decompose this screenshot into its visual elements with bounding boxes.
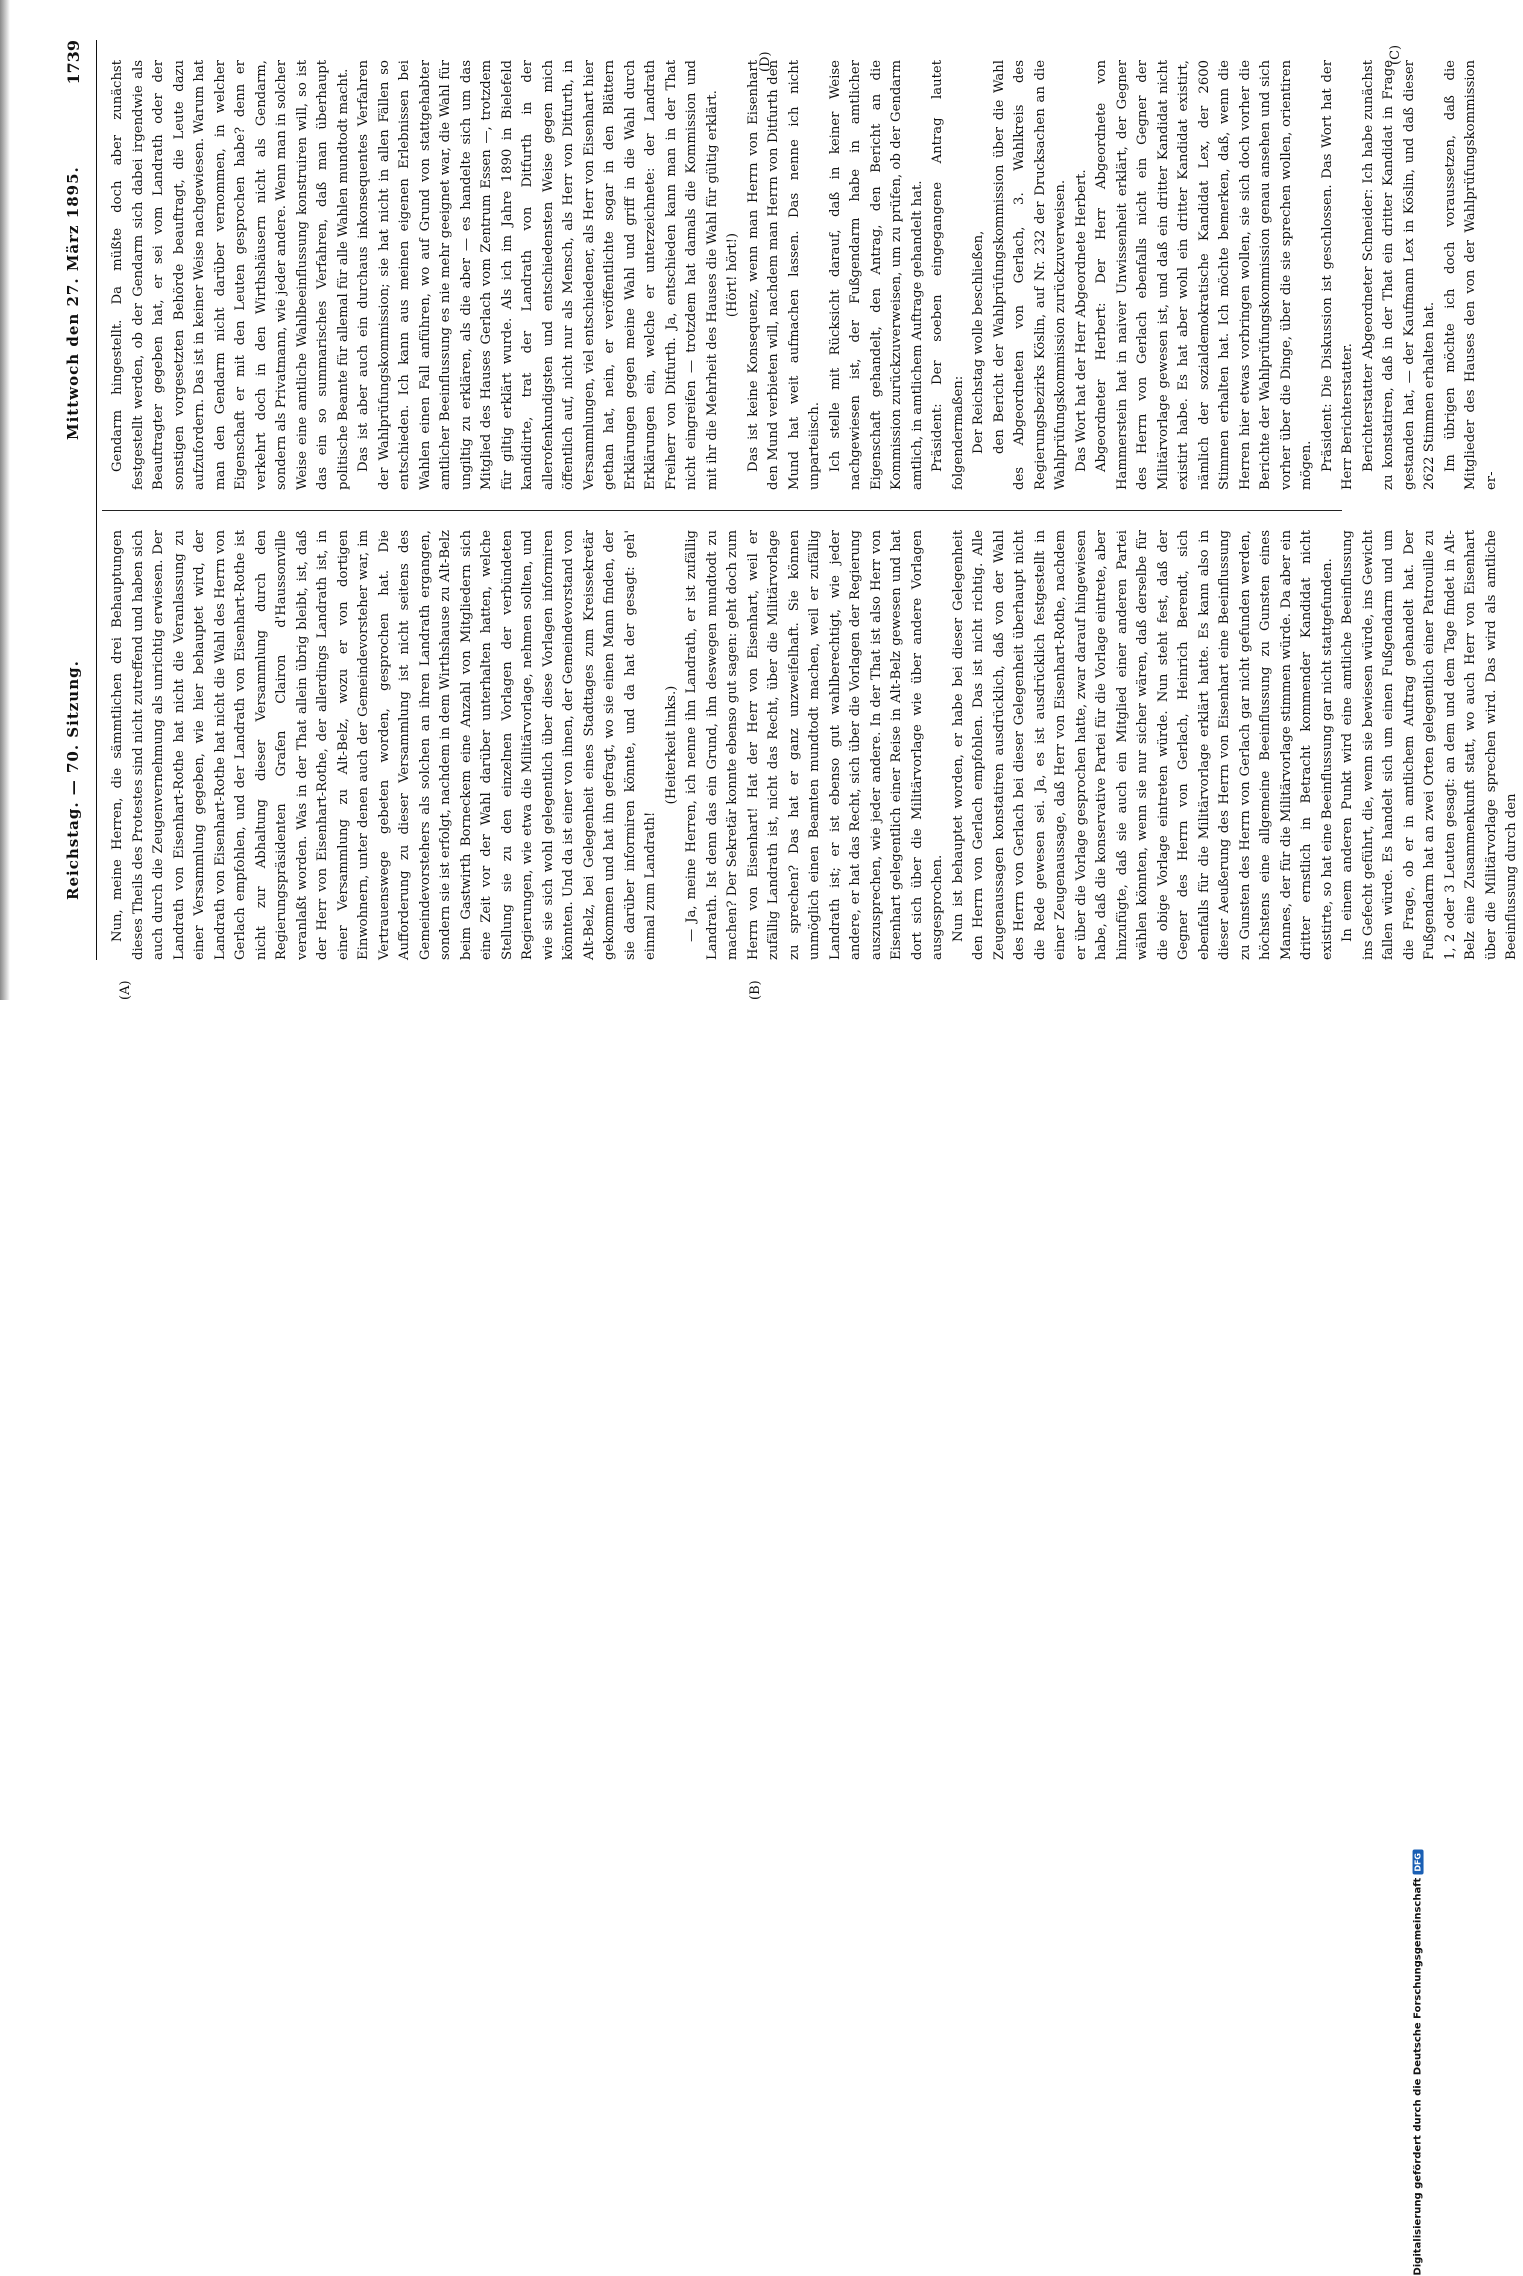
speaker-statement: Berichterstatter Abgeordneter Schneider: Ich habe zunächst zu konstatiren, daß in der That ein dritter Kandidat in Frage gestanden hat, — der Kaufmann Lex in Köslin, und daß dieser 2622 Stimmen erhalten hat.	[1360, 60, 1437, 490]
funding-note: Digitalisierung gefördert durch die Deutsche Forschungsgemeinschaft	[1413, 1877, 1424, 2276]
paragraph: — Ja, meine Herren, ich nenne ihn Landrath, er ist zufällig Landrath. Ist denn das ein Grund, ihn deswegen mundtodt zu machen? Der Sekretär konnte ebenso gut sagen: geht doch zum Herrn von Eisenhart! Hat der Herr von Eisenhart, weil er zufällig Landrath ist, nicht das Recht, über die Militärvorlage zu sprechen? Das hat er ganz unzweifelhaft. Sie können unmöglich einen Beamten mundtodt machen, weil er zufällig Landrath ist; er ist ebenso gut wahlberechtigt, wie jeder andere, er hat das Recht, sich über die Vorlagen der Regierung auszusprechen, wie jeder andere. In der That ist also Herr von Eisenhart gelegentlich einer Reise in Alt-Belz gewesen und hat dort sich über die Militärvorlage wie über andere Vorlagen ausgesprochen.	[684, 530, 945, 960]
paragraph: Das ist keine Konsequenz, wenn man Herrn von Eisenhart den Mund verbieten will, nachdem man Herrn von Ditfurth den Mund hat weit aufmachen lassen. Das nenne ich nicht unparteiisch.	[745, 60, 822, 490]
footer-credit	[1412, 990, 1430, 2276]
marker-d: (D)	[758, 51, 773, 72]
paragraph: Gendarm hingestellt. Da müßte doch aber zunächst festgestellt werden, ob der Gendarm sich dabei irgendwie als Beauftragter gegeben hat, er sei vom Landrath oder der sonstigen vorgesetzten Behörde beauftragt, die Leute dazu aufzufordern. Das ist in keiner Weise nachgewiesen. Warum hat man den Gendarm nicht darüber vernommen, in welcher Eigenschaft er mit den Leuten gesprochen habe? denn er verkehrt doch in den Wirthshäusern nicht als Gendarm, sondern als Privatmann, wie jeder andere. Wenn man in solcher Weise eine amtliche Wahlbeeinflussung konstruiren will, so ist das ein so summarisches Verfahren, daß man überhaupt politische Beamte für allemal für alle Wahlen mundtodt macht.	[110, 60, 351, 490]
marker-a: (A)	[118, 980, 133, 1000]
scan-edge	[0, 0, 10, 1000]
right-column	[108, 60, 1499, 490]
motion-text: Der Reichstag wolle beschließen,	[971, 230, 986, 454]
paragraph: In einem anderen Punkt wird eine amtliche Beeinflussung ins Gefecht geführt, die, wenn sie bewiesen würde, ins Gewicht fallen würde. Es handelt sich um einen Fußgendarm und um die Frage, ob er in amtlichem Auftrag gehandelt hat. Der Fußgendarm hat an zwei Orten gelegentlich einer Patrouille zu 1, 2 oder 3 Leuten gesagt: an dem und dem Tage findet in Alt-Belz eine Zusammenkunft statt, wo auch Herr von Eisenhart über die Militärvorlage sprechen wird. Das wird als amtliche Beeinflussung durch den	[1340, 530, 1519, 960]
page-header	[58, 40, 97, 960]
interjection: (Hört! hört!)	[725, 232, 740, 318]
interjection: (Heiterkeit links.)	[663, 685, 679, 805]
speaker-statement: Abgeordneter Herbert: Der Herr Abgeordnete von Hammerstein hat in naiver Unwissenheit erklärt, der Gegner des Herrn von Gerlach ebenfalls nicht ein Gegner der Militärvorlage gewesen ist, und daß ein dritter Kandidat nicht existirt habe. Es hat aber wohl ein dritter Kandidat existirt, nämlich der sozialdemokratische Kandidat Lex, der 2600 Stimmen erhalten hat. Ich möchte bemerken, daß, wenn die Herren hier etwas vorbringen wollen, sie sich doch vorher die Berichte der Wahlprüfungskommission genau ansehen und sich vorher über die Dinge, über die sie sprechen wollen, orientiren mögen.	[1094, 60, 1314, 490]
marker-c: (C)	[1388, 44, 1403, 65]
newspaper-page	[58, 40, 1519, 1000]
header-session: Reichstag. — 70. Sitzung.	[64, 660, 82, 900]
marker-b: (B)	[748, 980, 763, 1000]
paragraph: Ich stelle mit Rücksicht darauf, daß in keiner Weise nachgewiesen ist, der Fußgendarm habe in amtlicher Eigenschaft gehandelt, den Antrag, den Bericht an die Kommission zurückzuverweisen, um zu prüfen, ob der Gendarm amtlich, in amtlichem Auftrage gehandelt hat.	[827, 60, 925, 490]
column-divider	[102, 510, 1342, 511]
paragraph: Das ist aber auch ein durchaus inkonsequentes Verfahren der Wahlprüfungskommission; sie hat nicht in allen Fällen so entschieden. Ich kann aus meinen eigenen Erlebnissen bei Wahlen einen Fall anführen, wo auf Grund von stattgehabter amtlicher Beeinflussung es nie mehr geeignet war, die Wahl für ungiltig zu erklären, als die aber — es handelte sich um das Mitglied des Hauses Gerlach vom Zentrum Essen —, trotzdem für giltig erklärt wurde. Als ich im Jahre 1890 in Bielefeld kandidirte, trat der Landrath von Ditfurth in der allerofenkundigsten und entschiedensten Weise gegen mich öffentlich auf, nicht nur als Mensch, als Herr von Ditfurth, in Versammlungen, viel entschiedener, als Herr von Eisenhart hier gethan hat, nein, er veröffentlichte sogar in den Blättern Erklärungen gegen meine Wahl und griff in die Wahl durch Erklärungen ein, welche er unterzeichnete: der Landrath Freiherr von Ditfurth. Ja, entschieden kann man in der That nicht eingreifen — trotzdem hat damals die Kommission und mit ihr die Mehrheit des Hauses die Wahl für gültig erklärt.	[356, 60, 720, 490]
president-statement: Präsident: Der soeben eingegangene Antrag lautet folgendermaßen:	[930, 60, 966, 490]
left-column	[108, 530, 1519, 960]
paragraph: Nun ist behauptet worden, er habe bei dieser Gelegenheit den Herrn von Gerlach empfohlen. Das ist nicht richtig. Alle Zeugenaussagen konstatiren ausdrücklich, daß von der Wahl des Herrn von Gerlach bei dieser Gelegenheit überhaupt nicht die Rede gewesen sei. Ja, es ist ausdrücklich festgestellt in einer Zeugenaussage, daß Herr von Eisenhart-Rothe, nachdem er über die Vorlage gesprochen hatte, zwar darauf hingewiesen habe, daß die konservative Partei für die Vorlage eintrete, aber hinzufügte, daß sie auch ein Mitglied einer anderen Partei wählen könnten, wenn sie nur sicher wären, daß derselbe für die obige Vorlage eintreten würde. Nun steht fest, daß der Gegner des Herrn von Gerlach, Heinrich Berendt, sich ebenfalls für die Militärvorlage erklärt hatte. Es kann also in dieser Aeußerung des Herrn von Eisenhart eine Beeinflussung zu Gunsten des Herrn von Gerlach gar nicht gefunden werden, höchstens eine allgemeine Beeinflussung zu Gunsten eines Mannes, der für die Militärvorlage stimmen würde. Da aber ein dritter ernstlich in Betracht kommender Kandidat nicht existirte, so hat eine Beeinflussung gar nicht stattgefunden.	[950, 530, 1335, 960]
paragraph: Im übrigen möchte ich doch voraussetzen, daß die Mitglieder des Hauses den von der Wahlprüfungskommission er-	[1442, 60, 1499, 490]
footer-text-wrap	[1413, 1850, 1424, 2276]
president-statement: Präsident: Die Diskussion ist geschlossen. Das Wort hat der Herr Berichterstatter.	[1319, 60, 1355, 490]
paragraph: Das Wort hat der Herr Abgeordnete Herbert.	[1073, 169, 1089, 472]
motion-text: den Bericht der Wahlprüfungskommission über die Wahl des Abgeordneten von Gerlach, 3. Wahlkreis des Regierungsbezirks Köslin, auf Nr. 232 der Drucksachen an die Wahlprüfungskommission zurückzuverweisen.	[991, 60, 1068, 490]
paragraph: Nun, meine Herren, die sämmtlichen drei Behauptungen dieses Theils des Protestes sind nicht zutreffend und haben sich auch durch die Zeugenvernehmung als unrichtig erwiesen. Der Landrath von Eisenhart-Rothe hat nicht die Veranlassung zu einer Versammlung gegeben, wie hier behauptet wird, der Landrath von Eisenhart-Rothe hat nicht die Wahl des Herrn von Gerlach empfohlen, und der Landrath von Eisenhart-Rothe ist nicht zur Abhaltung dieser Versammlung durch den Regierungspräsidenten Grafen Clairon d'Haussonville veranlaßt worden. Was in der That allein übrig bleibt, ist, daß der Herr von Eisenhart-Rothe, der allerdings Landrath ist, in einer Versammlung zu Alt-Belz, wozu er von dortigen Einwohnern, unter denen auch der Gemeindevorsteher war, im Vertrauenswege gebeten worden, gesprochen hat. Die Aufforderung zu dieser Versammlung ist nicht seitens des Gemeindevorstehers als solchen an ihren Landrath ergangen, sondern sie ist erfolgt, nachdem in dem Wirthshause zu Alt-Belz beim Gastwirth Borneckem eine Anzahl von Mitgliedern sich eine Zeit vor der Wahl darüber unterhalten hatten, welche Stellung sie zu den einzelnen Vorlagen der verbündeten Regierungen, wie etwa die Militärvorlage, nehmen sollten, und wie sie sich wohl gelegentlich über diese Vorlagen informiren könnten. Und da ist einer von ihnen, der Gemeindevorstand von Alt-Belz, bei Gelegenheit eines Stadttages zum Kreissekretär gekommen und hat ihn gefragt, wo sie einen Mann finden, der sie darüber informiren könnte, und da hat der gesagt: geh' einmal zum Landrath!	[110, 530, 658, 960]
dfg-logo: DFG	[1413, 1850, 1424, 1875]
header-date: Mittwoch den 27. März 1895.	[64, 166, 82, 440]
page-number: 1739	[64, 40, 83, 85]
